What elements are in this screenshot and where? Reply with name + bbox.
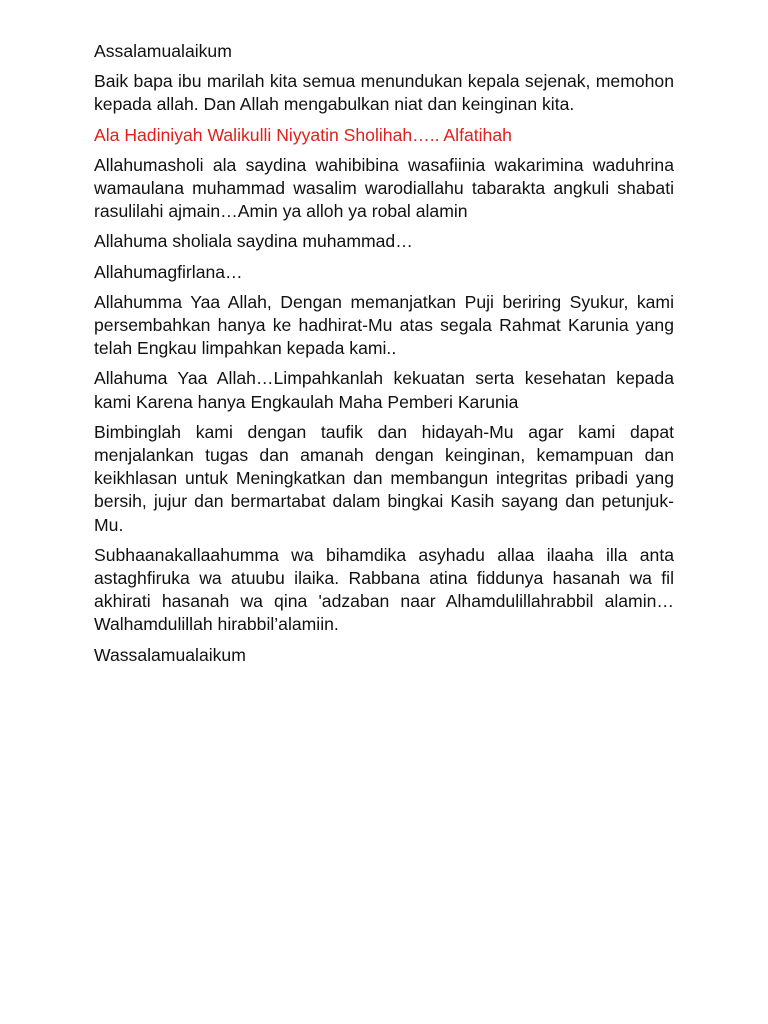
greeting-closing: Wassalamualaikum: [94, 644, 246, 665]
paragraph-limpahkan: Allahuma Yaa Allah…Limpahkanlah kekuatan serta kesehatan kepada kami Karena hanya Engkaulah Maha Pemberi Karunia: [94, 368, 674, 412]
paragraph-alfatihah-highlight: Ala Hadiniyah Walikulli Niyyatin Sholihah….. Alfatihah: [94, 124, 512, 145]
paragraph-puji-syukur: Allahumma Yaa Allah, Dengan memanjatkan Puji beriring Syukur, kami persembahkan hanya ke hadhirat-Mu atas segala Rahmat Karunia yang telah Engkau limpahkan kepada kami..: [94, 291, 674, 359]
paragraph-bimbinglah: Bimbinglah kami dengan taufik dan hidayah-Mu agar kami dapat menjalankan tugas dan amanah dengan keinginan, kemampuan dan keikhlasan untuk Meningkatkan dan membangun integritas pribadi yang bersih, jujur dan bermartabat dalam bingkai Kasih sayang dan petunjuk-Mu.: [94, 421, 674, 535]
document-page: [94, 40, 674, 674]
paragraph-sholiala: Allahuma sholiala saydina muhammad…: [94, 231, 413, 252]
greeting-opening: Assalamualaikum: [94, 41, 232, 61]
paragraph-sholawat: Allahumasholi ala saydina wahibibina wasafiinia wakarimina waduhrina wamaulana muhammad wasalim warodiallahu tabarakta angkuli shabati rasulilahi ajmain…Amin ya alloh ya robal alamin: [94, 154, 674, 222]
paragraph-invitation: Baik bapa ibu marilah kita semua menundukan kepala sejenak, memohon kepada allah. Dan Allah mengabulkan niat dan keinginan kita.: [94, 71, 674, 115]
paragraph-magfirlana: Allahumagfirlana…: [94, 261, 243, 282]
paragraph-subhaanakallaahumma: Subhaanakallaahumma wa bihamdika asyhadu allaa ilaaha illa anta astaghfiruka wa atuubu ilaika. Rabbana atina fiddunya hasanah wa fil akhirati hasanah wa qina 'adzaban naar Alhamdulillahrabbil alamin…Walhamdulillah hirabbil’alamiin.: [94, 544, 674, 635]
